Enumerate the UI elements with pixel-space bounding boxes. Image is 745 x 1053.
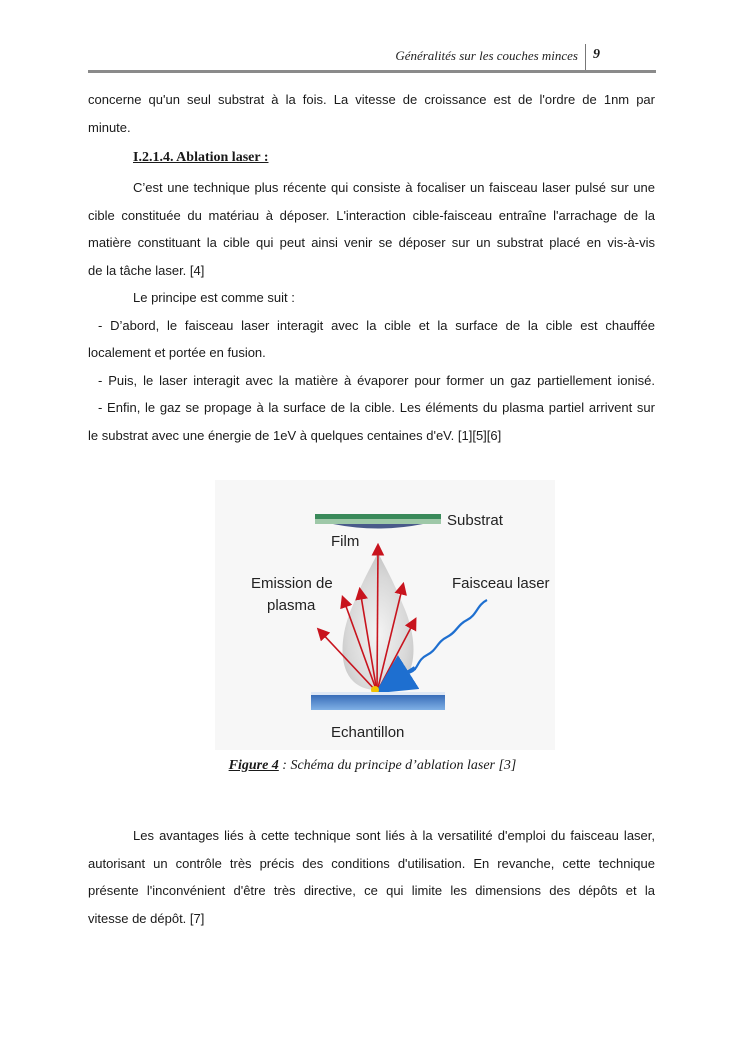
- text-line: vitesse de dépôt. [7]: [88, 910, 205, 926]
- text-line: matière constituant la cible qui peut ainsi venir se déposer sur un substrat placé en vis-à-vis: [88, 235, 655, 250]
- section-paragraph: [88, 174, 655, 284]
- text-line: de la tâche laser. [4]: [88, 262, 205, 278]
- header-rule: [88, 70, 656, 73]
- ablation-figure: [215, 480, 555, 750]
- label-faisceau: Faisceau laser: [452, 575, 550, 592]
- figure-caption: [0, 758, 745, 774]
- conclusion-paragraph: [88, 822, 655, 932]
- ablation-diagram: [215, 480, 555, 750]
- page-header: [88, 44, 656, 72]
- text-line: cible constituée du matériau à déposer. L'interaction cible-faisceau entraîne l'arrachage de la: [88, 207, 655, 223]
- label-echantillon: Echantillon: [331, 724, 405, 741]
- text-line: C’est une technique plus récente qui consiste à focaliser un faisceau laser pulsé sur une: [133, 180, 655, 195]
- text-line: autorisant un contrôle très précis des conditions d'utilisation. En revanche, cette technique: [88, 855, 655, 871]
- text-line: concerne qu'un seul substrat à la fois. La vitesse de croissance est de l'ordre de 1nm par: [88, 92, 655, 107]
- intro-paragraph: [88, 86, 655, 141]
- list-item: - D’abord, le faisceau laser interagit avec la cible et la surface de la cible est chauffée: [98, 317, 655, 333]
- text-line: présente l'inconvénient d'être très directive, ce qui limite les dimensions des dépôts et la: [88, 883, 655, 898]
- label-substrat: Substrat: [447, 512, 503, 529]
- page-number: 9: [593, 47, 600, 62]
- list-item: - Enfin, le gaz se propage à la surface de la cible. Les éléments du plasma partiel arrivent sur: [98, 400, 655, 415]
- figure-caption-text: : Schéma du principe d’ablation laser [3]: [278, 758, 517, 773]
- figure-number: Figure 4: [228, 758, 279, 773]
- list-item-continuation: localement et portée en fusion.: [88, 345, 266, 360]
- list-item: - Puis, le laser interagit avec la matière à évaporer pour former un gaz partiellement ionisé.: [98, 372, 655, 388]
- label-film: Film: [331, 533, 360, 550]
- text-line: Les avantages liés à cette technique sont liés à la versatilité d'emploi du faisceau laser,: [133, 828, 655, 843]
- header-separator: [585, 44, 586, 70]
- header-title: Généralités sur les couches minces: [395, 48, 578, 63]
- principle-intro: Le principe est comme suit :: [133, 290, 295, 305]
- section-heading: I.2.1.4. Ablation laser :: [133, 150, 269, 165]
- text-line: minute.: [88, 119, 131, 135]
- label-emission-1: Emission de: [251, 575, 333, 592]
- list-item-continuation: le substrat avec une énergie de 1eV à quelques centaines d'eV. [1][5][6]: [88, 427, 502, 443]
- label-emission-2: plasma: [267, 597, 316, 614]
- principle-list: [88, 284, 655, 449]
